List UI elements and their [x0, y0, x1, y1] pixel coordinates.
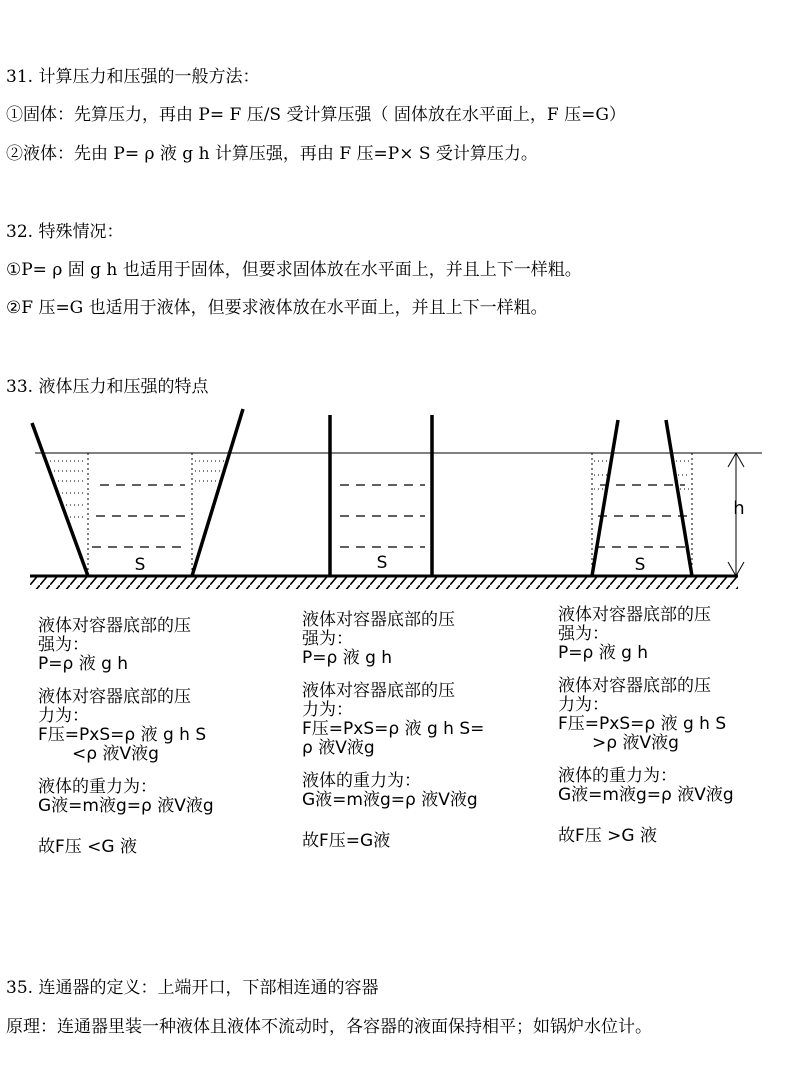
weight-block: [558, 767, 788, 805]
pressure-block: [558, 606, 788, 663]
force-heading-line1: 液体对容器底部的压: [558, 676, 711, 696]
force-formula-line2: ρ 液V液g: [302, 738, 375, 758]
pressure-heading-line2: 强为：: [38, 635, 89, 655]
force-formula-line1: F压=PxS=ρ 液 g h S: [38, 725, 207, 745]
weight-heading: 液体的重力为：: [38, 777, 157, 797]
section-32-case-2: ②F 压=G 也适用于液体，但要求液体放在水平面上，并且上下一样粗。: [6, 298, 548, 318]
force-formula-line2: <ρ 液V液g: [72, 744, 159, 764]
container-narrow-top: [592, 420, 692, 576]
section-32-case-1: ①P= ρ 固 g h 也适用于固体，但要求固体放在水平面上，并且上下一样粗。: [6, 260, 582, 280]
force-heading-line2: 力为：: [558, 695, 609, 715]
pressure-heading-line2: 强为：: [558, 624, 609, 644]
conclusion-text: 故F压=G液: [302, 831, 391, 851]
force-heading-line2: 力为：: [38, 706, 89, 726]
force-formula-line1: F压=PxS=ρ 液 g h S=: [302, 719, 485, 739]
pressure-formula: P=ρ 液 g h: [302, 648, 393, 668]
section-32-title: 32. 特殊情况：: [6, 222, 124, 242]
weight-block: [302, 772, 532, 810]
pressure-heading-line2: 强为：: [302, 629, 353, 649]
pressure-formula: P=ρ 液 g h: [558, 643, 649, 663]
pressure-heading-line1: 液体对容器底部的压: [38, 616, 191, 636]
conclusion: [302, 832, 532, 851]
force-heading-line1: 液体对容器底部的压: [38, 687, 191, 707]
weight-formula: G液=m液g=ρ 液V液g: [302, 790, 478, 810]
weight-formula: G液=m液g=ρ 液V液g: [558, 785, 734, 805]
conclusion: [38, 838, 268, 857]
conclusion-text: 故F压 >G 液: [558, 826, 658, 846]
weight-formula: G液=m液g=ρ 液V液g: [38, 796, 214, 816]
base-area-label-1: S: [134, 555, 146, 575]
pressure-formula: P=ρ 液 g h: [38, 654, 129, 674]
force-formula-line2: >ρ 液V液g: [592, 733, 679, 753]
force-heading-line1: 液体对容器底部的压: [302, 681, 455, 701]
section-33-title: 33. 液体压力和压强的特点: [6, 377, 209, 397]
column-wide-top: [38, 617, 268, 871]
force-heading-line2: 力为：: [302, 700, 353, 720]
force-block: [302, 682, 532, 758]
column-straight: [302, 611, 532, 865]
base-area-label-3: S: [634, 555, 646, 575]
section-31-solid-method: ①固体：先算压力，再由 P= F 压/S 受计算压强（ 固体放在水平面上，F 压=G）: [6, 105, 626, 125]
force-block: [558, 677, 788, 753]
pressure-heading-line1: 液体对容器底部的压: [558, 605, 711, 625]
force-block: [38, 688, 268, 764]
container-diagram: [0, 405, 790, 595]
section-35-principle: 原理：连通器里装一种液体且液体不流动时，各容器的液面保持相平；如锅炉水位计。: [6, 1017, 652, 1037]
pressure-block: [38, 617, 268, 674]
container-straight: [330, 415, 432, 576]
column-narrow-top: [558, 606, 788, 860]
weight-heading: 液体的重力为：: [558, 766, 677, 786]
ground-hatching: [30, 577, 738, 589]
base-area-label-2: S: [376, 553, 388, 573]
weight-block: [38, 778, 268, 816]
height-label: h: [733, 498, 745, 519]
section-31-title: 31. 计算压力和压强的一般方法：: [6, 67, 260, 87]
force-formula-line1: F压=PxS=ρ 液 g h S: [558, 714, 727, 734]
container-wide-top: [32, 409, 243, 576]
section-31-liquid-method: ②液体：先由 P= ρ 液 g h 计算压强，再由 F 压=P× S 受计算压力。: [6, 144, 538, 164]
conclusion: [558, 827, 788, 846]
weight-heading: 液体的重力为：: [302, 771, 421, 791]
pressure-heading-line1: 液体对容器底部的压: [302, 610, 455, 630]
section-35-title: 35. 连通器的定义：上端开口，下部相连通的容器: [6, 978, 379, 998]
pressure-block: [302, 611, 532, 668]
conclusion-text: 故F压 <G 液: [38, 837, 138, 857]
